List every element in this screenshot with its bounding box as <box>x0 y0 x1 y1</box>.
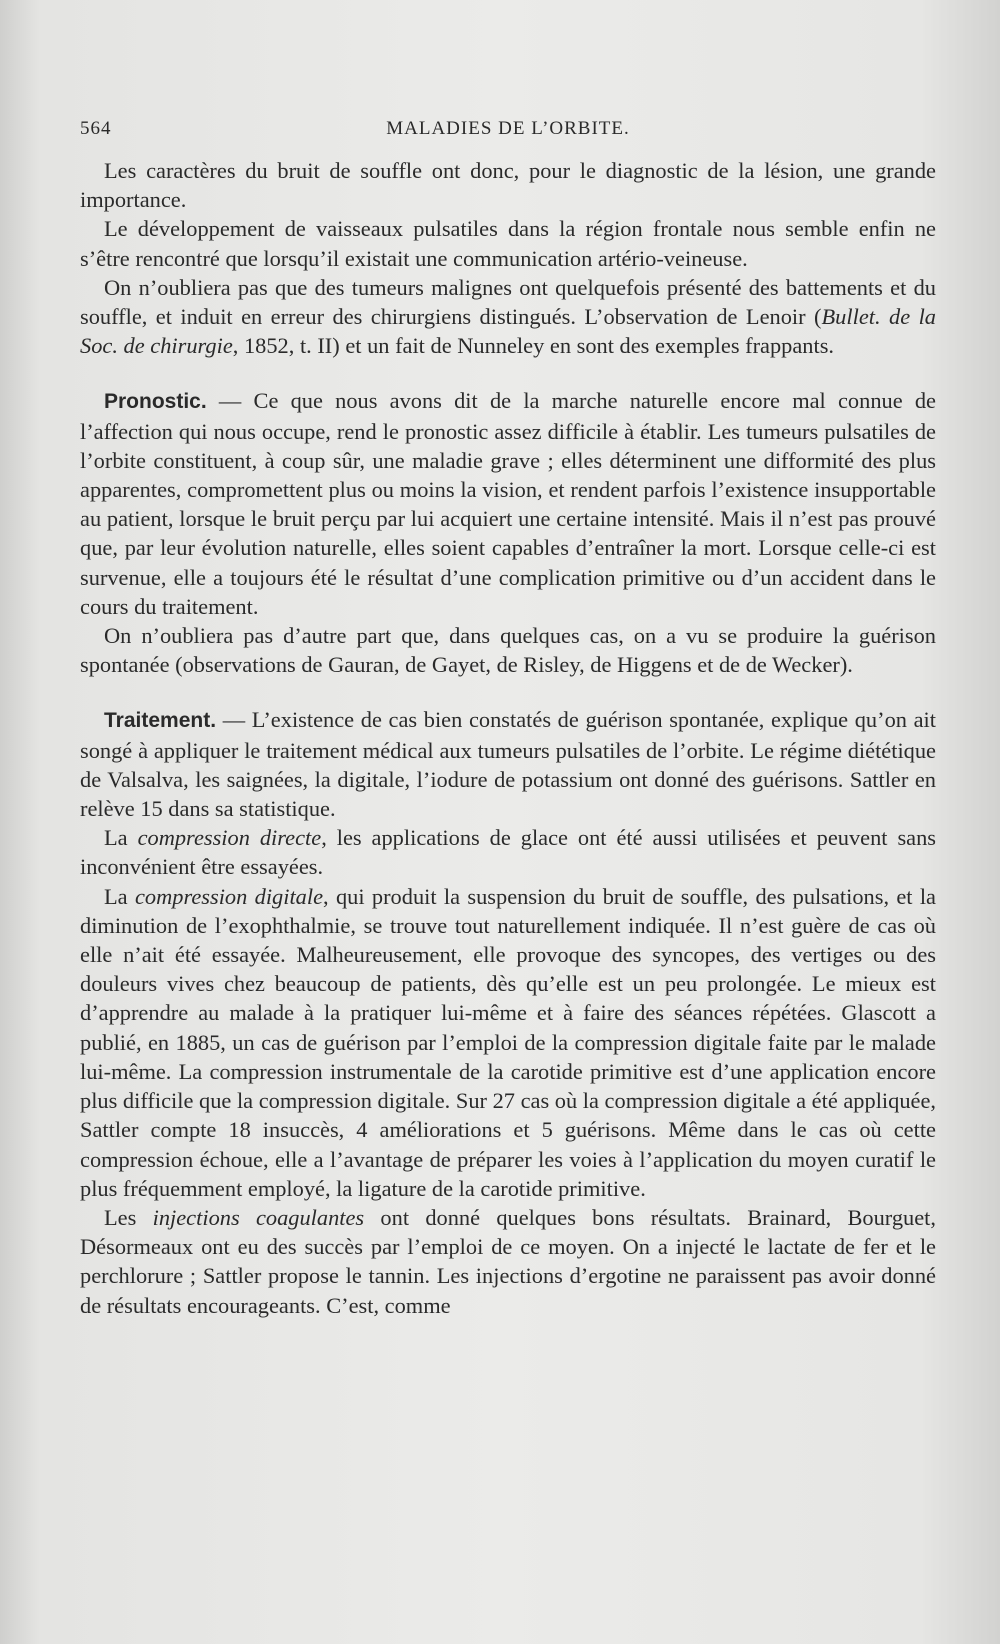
heading-pronostic: Pronostic. <box>104 390 207 414</box>
page-body <box>80 156 936 1320</box>
paragraph-guerison-spontanee: On n’oubliera pas d’autre part que, dans quelques cas, on a vu se produire la guérison spontanée (observations de Gauran, de Gayet, de Risley, de Higgens et de de Wecker). <box>80 623 936 678</box>
running-title: MALADIES DE L’ORBITE. <box>386 118 630 139</box>
term-injections-coagulantes: injections coagulantes <box>152 1204 365 1230</box>
paragraph-vaisseaux: Le développement de vaisseaux pulsatiles dans la région frontale nous semble enfin ne s’être rencontré que lorsqu’il existait une communication artério-veineuse. <box>80 216 936 271</box>
term-compression-directe: compression directe <box>137 825 322 851</box>
paragraph-tumeurs-malignes: On n’oubliera pas que des tumeurs malignes ont quelquefois présenté des battements et du souffle, et induit en erreur des chirurgiens distingués. L’observation de Lenoir (Bullet. de la Soc. de chirurgie, 1852, t. II) et un fait de Nunneley en sont des exemples frappants. <box>80 274 936 359</box>
page-number: 564 <box>80 118 112 139</box>
traitement-text: L’existence de cas bien constatés de guérison spontanée, explique qu’on ait songé à appliquer le traitement médical aux tumeurs pulsatiles de l’orbite. Le régime diététique de Valsalva, les saignées, la digitale, l’iodure de potassium ont donné des guérisons. Sattler en relève 15 dans sa statistique. <box>80 707 936 822</box>
paragraph-compression-digitale: La compression digitale, qui produit la suspension du bruit de souffle, des pulsations, et la diminution de l’exophthalmie, se trouve tout naturellement indiquée. Il n’est guère de cas où elle n’ait été essayée. Malheureusement, elle provoque des syncopes, des vertiges ou des douleurs vives chez beaucoup de patients, dès qu’elle est un peu prolongée. Le mieux est d’apprendre au malade à la pratiquer lui-même et à faire des séances répétées. Glascott a publié, en 1885, un cas de guérison par l’emploi de la compression digitale faite par le malade lui-même. La compression instrumentale de la carotide primitive est d’une application encore plus difficile que la compression digitale. Sur 27 cas où la compression digitale a été appliquée, Sattler compte 18 insuccès, 4 améliorations et 5 guérisons. Même dans le cas où cette compression échoue, elle a l’avantage de préparer les voies à l’application du moyen curatif le plus fréquemment employé, la ligature de la carotide primitive. <box>80 883 936 1201</box>
section-traitement: Traitement. — L’existence de cas bien constatés de guérison spontanée, explique qu’on ait songé à appliquer le traitement médical aux tumeurs pulsatiles de l’orbite. Le régime diététique de Valsalva, les saignées, la digitale, l’iodure de potassium ont donné des guérisons. Sattler en relève 15 dans sa statistique. <box>80 707 936 822</box>
heading-traitement: Traitement. <box>104 709 217 733</box>
section-pronostic: Pronostic. — Ce que nous avons dit de la marche naturelle encore mal connue de l’affection qui nous occupe, rend le pronostic assez difficile à établir. Les tumeurs pulsatiles de l’orbite constituent, à coup sûr, une maladie grave ; elles déterminent une difformité des plus apparentes, compromettent plus ou moins la vision, et rendent parfois l’existence insupportable au patient, lorsque le bruit perçu par lui acquiert une certaine intensité. Mais il n’est pas prouvé que, par leur évolution naturelle, elles soient capables d’entraîner la mort. Lorsque celle-ci est survenue, elle a toujours été le résultat d’une complication primitive ou d’un accident dans le cours du traitement. <box>80 388 936 619</box>
page-header <box>80 118 936 140</box>
term-compression-digitale: compression digitale <box>134 883 324 909</box>
citation-bullet: Bullet. de la Soc. de chirurgie <box>80 304 936 359</box>
paragraph-souffle: Les caractères du bruit de souffle ont donc, pour le diagnostic de la lésion, une grande importance. <box>80 158 936 213</box>
pronostic-text: Ce que nous avons dit de la marche naturelle encore mal connue de l’affection qui nous occupe, rend le pronostic assez difficile à établir. Les tumeurs pulsatiles de l’orbite constituent, à coup sûr, une maladie grave ; elles déterminent une difformité des plus apparentes, compromettent plus ou moins la vision, et rendent parfois l’existence insupportable au patient, lorsque le bruit perçu par lui acquiert une certaine intensité. Mais il n’est pas prouvé que, par leur évolution naturelle, elles soient capables d’entraîner la mort. Lorsque celle-ci est survenue, elle a toujours été le résultat d’une complication primitive ou d’un accident dans le cours du traitement. <box>80 388 936 619</box>
paragraph-compression-directe: La compression directe, les applications de glace ont été aussi utilisées et peuvent sans inconvénient être essayées. <box>80 825 937 880</box>
paragraph-injections: Les injections coagulantes ont donné quelques bons résultats. Brainard, Bourguet, Désormeaux ont eu des succès par l’emploi de ce moyen. On a injecté le lactate de fer et le perchlorure ; Sattler propose le tannin. Les injections d’ergotine ne paraissent pas avoir donné de résultats encourageants. C’est, comme <box>80 1204 936 1318</box>
